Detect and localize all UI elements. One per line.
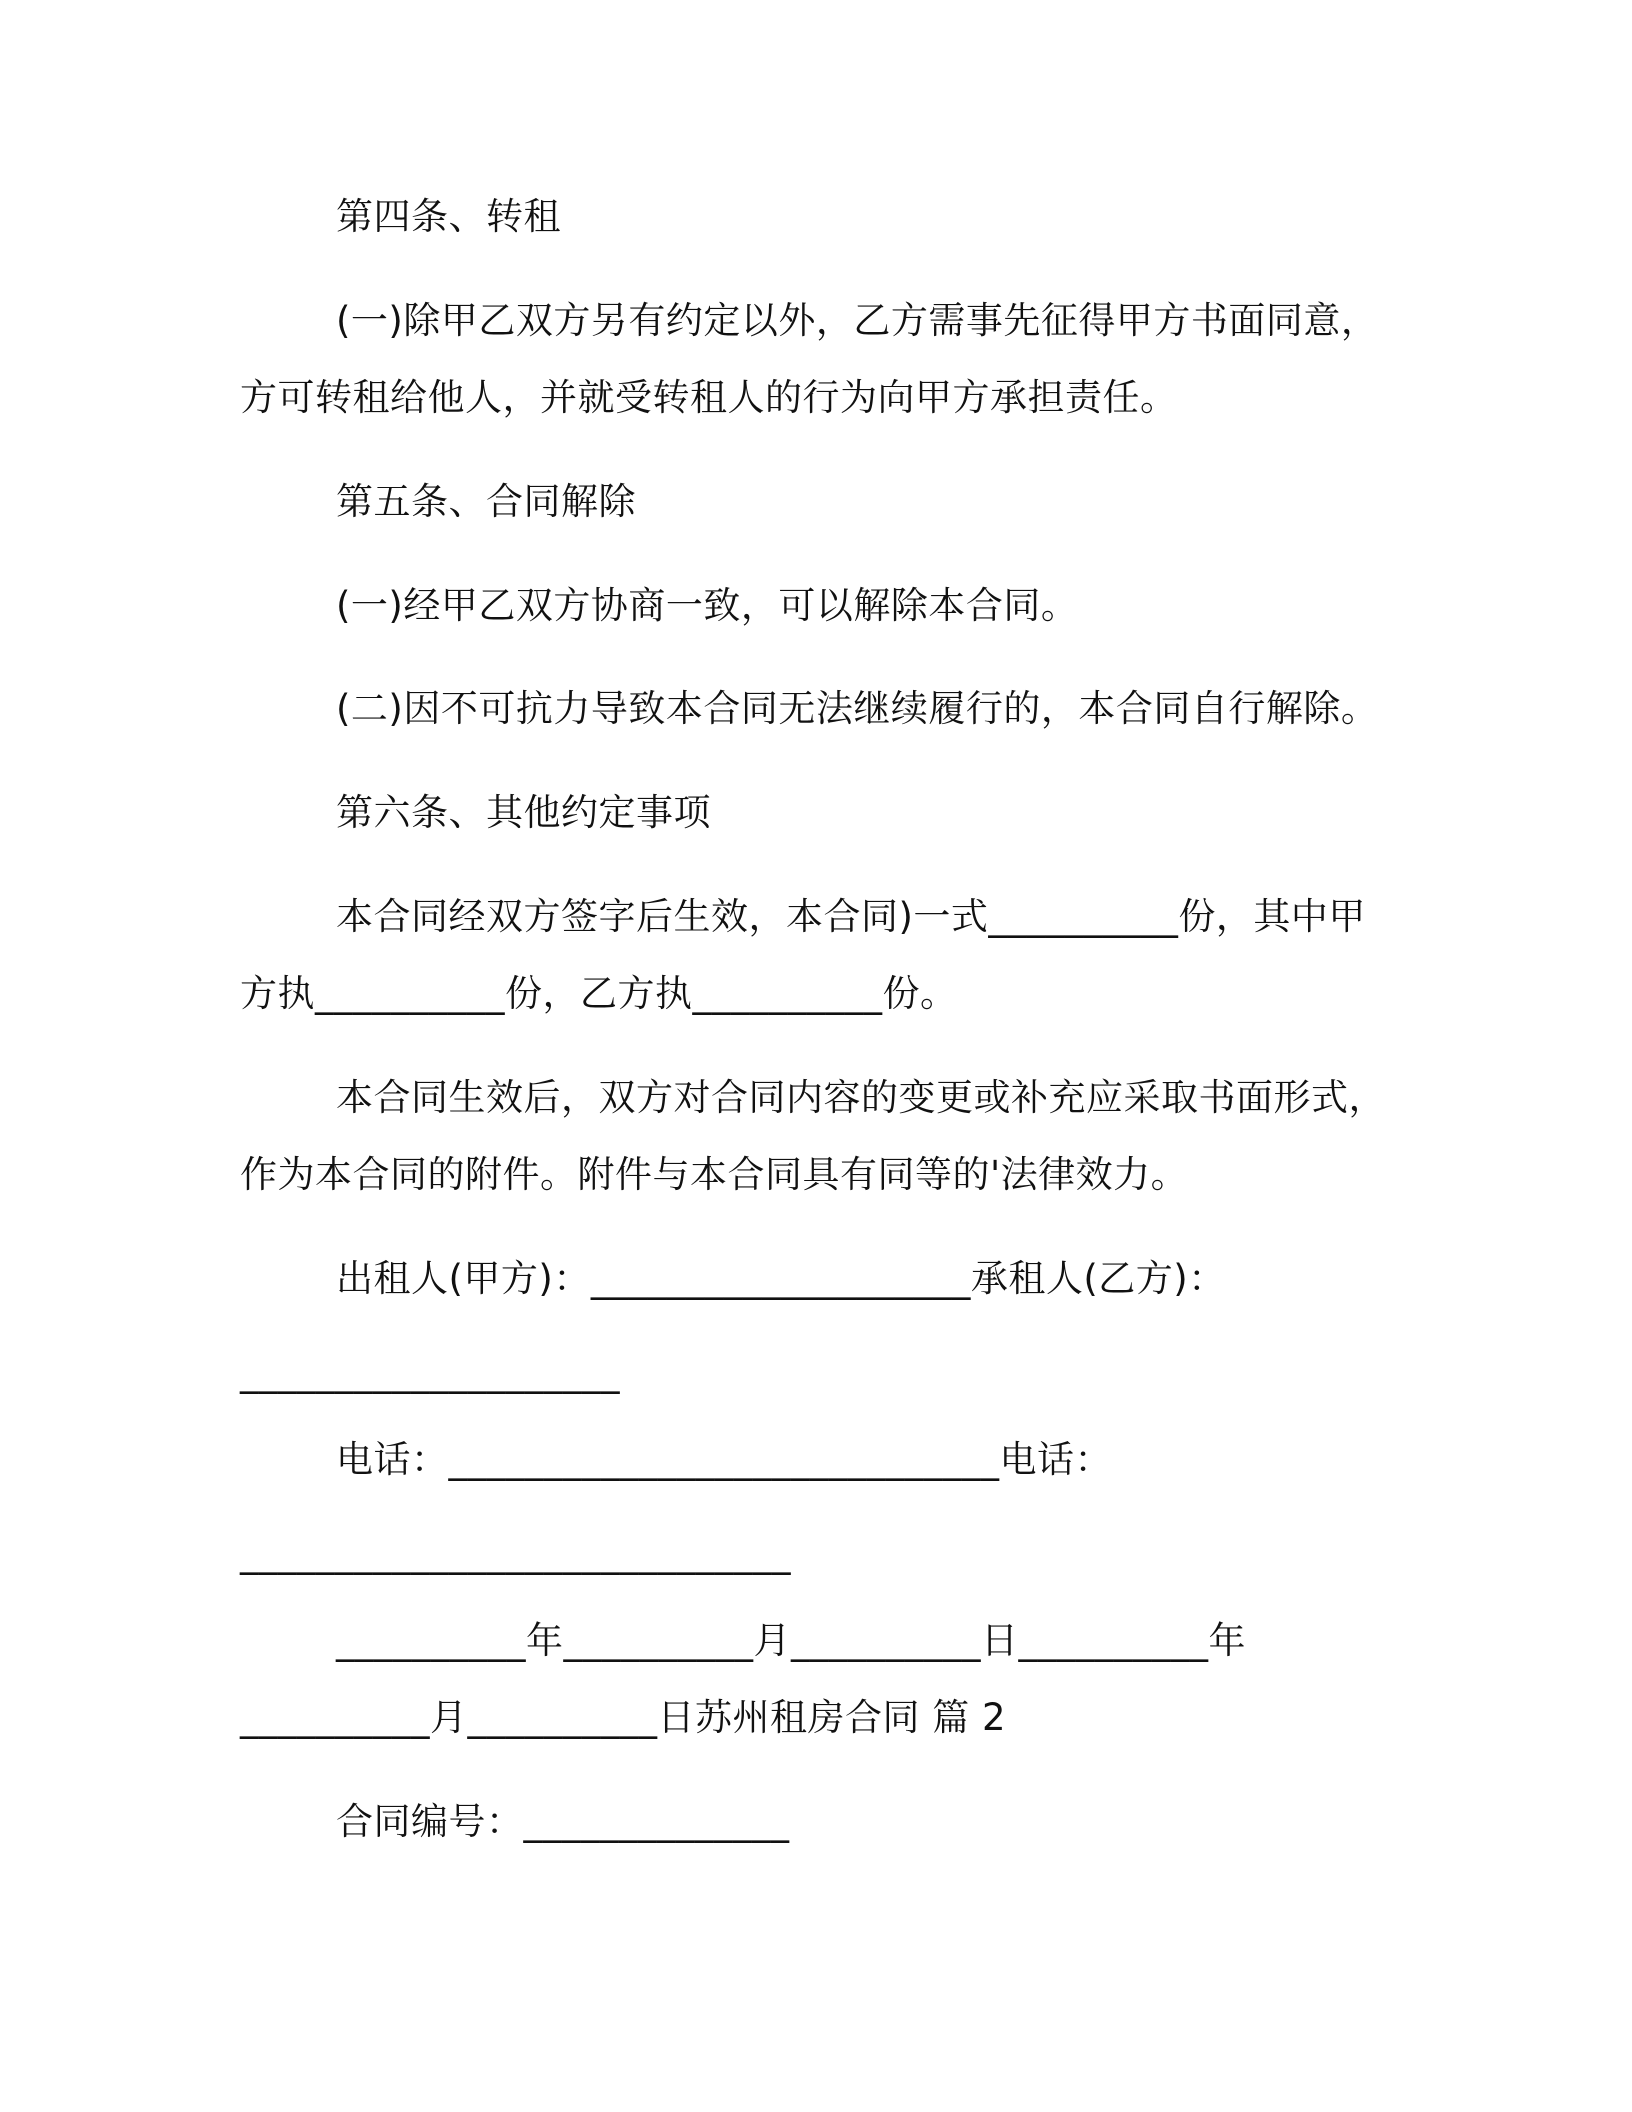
date-line-cont: __________月__________日苏州租房合同 篇 2 [240,1696,1007,1739]
article-4-heading: 第四条、转租 [336,195,561,238]
article-6-para-1: 本合同经双方签字后生效，本合同)一式__________份，其中甲 [336,895,1366,938]
date-line: __________年__________月__________日__________年 [336,1619,1246,1662]
article-4-clause-1-cont: 方可转租给他人，并就受转租人的行为向甲方承担责任。 [240,376,1178,419]
signature-parties: 出租人(甲方)：____________________承租人(乙方)： [336,1257,1226,1300]
article-6-para-1-cont: 方执__________份，乙方执__________份。 [240,972,958,1015]
contract-number-line: 合同编号：______________ [336,1800,790,1843]
article-6-para-2: 本合同生效后，双方对合同内容的变更或补充应采取书面形式， [336,1076,1386,1119]
article-4-clause-1: (一)除甲乙双方另有约定以外，乙方需事先征得甲方书面同意， [336,299,1379,342]
article-5-clause-1: (一)经甲乙双方协商一致，可以解除本合同。 [336,584,1079,627]
signature-parties-cont: ____________________ [240,1351,620,1394]
article-6-para-2-cont: 作为本合同的附件。附件与本合同具有同等的'法律效力。 [240,1153,1189,1196]
phone-line-cont: _____________________________ [240,1532,791,1575]
article-6-heading: 第六条、其他约定事项 [336,791,711,834]
phone-line: 电话：_____________________________电话： [336,1438,1112,1481]
article-5-heading: 第五条、合同解除 [336,480,636,523]
article-5-clause-2: (二)因不可抗力导致本合同无法继续履行的，本合同自行解除。 [336,687,1379,730]
